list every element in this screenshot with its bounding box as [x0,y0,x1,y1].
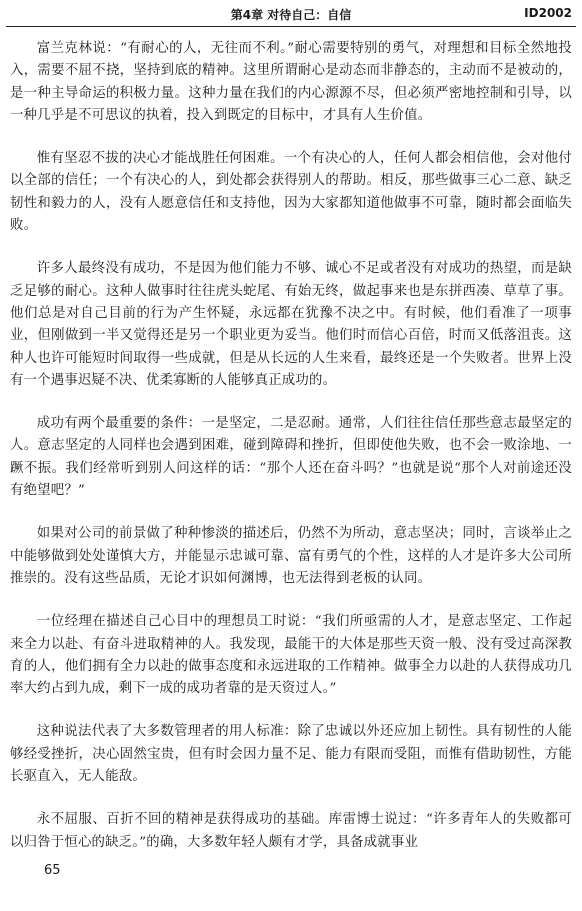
paragraph: 永不屈服、百折不回的精神是获得成功的基础。库雷博士说过：“许多青年人的失败都可以归咎于恒心的缺乏。”的确，大多数年轻人颇有才学，具备成就事业 [10,812,572,850]
body-text [10,38,572,854]
document-id: ID2002 [524,6,572,20]
paragraph: 成功有两个最重要的条件：一是坚定，二是忍耐。通常，人们往往信任那些意志最坚定的人。意志坚定的人同样也会遇到困难，碰到障碍和挫折，但即使他失败，也不会一败涂地、一蹶不振。我们经常听到别人问这样的话：“那个人还在奋斗吗？”也就是说“那个人对前途还没有绝望吧？” [10,416,572,499]
page-number: 65 [44,863,61,878]
paragraph: 许多人最终没有成功，不是因为他们能力不够、诚心不足或者没有对成功的热望，而是缺乏足够的耐心。这种人做事时往往虎头蛇尾、有始无终，做起事来也是东拼西凑、草草了事。他们总是对自己目前的行为产生怀疑，永远都在犹豫不决之中。有时候，他们看准了一项事业，但刚做到一半又觉得还是另一个职业更为妥当。他们时而信心百倍，时而又低落沮丧。这种人也许可能短时间取得一些成就，但是从长远的人生来看，最终还是一个失败者。世界上没有一个遇事迟疑不决、优柔寡断的人能够真正成功的。 [10,261,572,388]
page-header [6,0,576,27]
paragraph: 惟有坚忍不拔的决心才能战胜任何困难。一个有决心的人，任何人都会相信他，会对他付以全部的信任；一个有决心的人，到处都会获得别人的帮助。相反，那些做事三心二意、缺乏韧性和毅力的人，没有人愿意信任和支持他，因为大家都知道他做事不可靠，随时都会面临失败。 [10,151,572,234]
paragraph: 富兰克林说：“有耐心的人，无往而不利。”耐心需要特别的勇气，对理想和目标全然地投入，需要不屈不挠，坚持到底的精神。这里所谓耐心是动态而非静态的，主动而不是被动的，是一种主导命运的积极力量。这种力量在我们的内心源源不尽，但必须严密地控制和引导，以一种几乎是不可思议的执着，投入到既定的目标中，才具有人生价值。 [10,41,572,123]
paragraph: 这种说法代表了大多数管理者的用人标准：除了忠诚以外还应加上韧性。具有韧性的人能够经受挫折，决心固然宝贵，但有时会因力量不足、能力有限而受阻，而惟有借助韧性，方能长驱直入，无人能敌。 [10,724,572,785]
chapter-title: 第4章 对待自己：自信 [230,8,352,22]
paragraph: 如果对公司的前景做了种种惨淡的描述后，仍然不为所动，意志坚决；同时，言谈举止之中能够做到处处谨慎大方，并能显示忠诚可靠、富有勇气的个性，这样的人才是许多大公司所推崇的。没有这些品质，无论才识如何渊博，也无法得到老板的认同。 [10,526,572,586]
paragraph: 一位经理在描述自己心目中的理想员工时说：“我们所亟需的人才，是意志坚定、工作起来全力以赴、有奋斗进取精神的人。我发现，最能干的大体是那些天资一般、没有受过高深教育的人，他们拥有全力以赴的做事态度和永远进取的工作精神。做事全力以赴的人获得成功几率大约占到九成，剩下一成的成功者靠的是天资过人。” [10,614,572,697]
